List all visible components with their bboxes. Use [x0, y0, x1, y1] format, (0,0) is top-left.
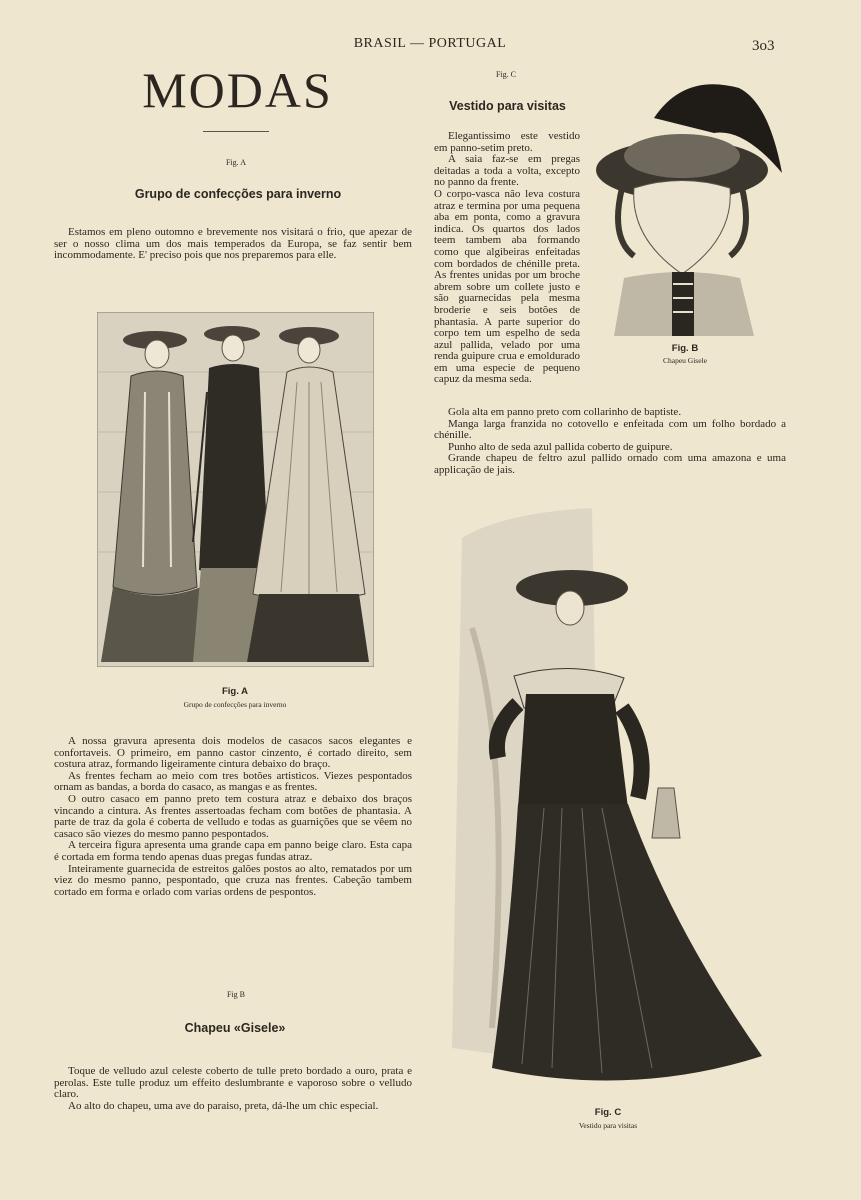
fig-c-engraving — [452, 508, 764, 1098]
fig-c-caption-text: Vestido para visitas — [578, 1121, 638, 1130]
fig-c-body-paragraph: Manga larga franzida no cotovello e enfeitada com um folho bordado a chénille. — [434, 417, 786, 442]
fig-a-engraving — [97, 312, 374, 667]
fig-b-body-paragraph: Ao alto do chapeu, uma ave do paraiso, preta, dá-lhe um chic especial. — [68, 1099, 379, 1112]
fig-a-body-paragraph: O outro casaco em panno preto tem costura atraz e debaixo dos braços vincando a cintura. As frentes assertoadas fecham com botões de phantasia. A parte de traz da gola é coberta de velludo e todas as guarnições que se vêem no casaco são viezes do mesmo panno pespontados. — [54, 792, 412, 840]
fig-a-body-paragraph: Inteiramente guarnecida de estreitos galões postos ao alto, rematados por um viez do mesmo panno, pespontado, que cruza nas frentes. Cabeção tambem cortado em forma e orlado com varias ordens de pespontos. — [54, 862, 412, 898]
fig-c-body-narrow — [434, 131, 580, 386]
fig-a-caption-label: Fig. A — [221, 686, 249, 697]
fig-b-heading: Chapeu «Gisele» — [184, 1021, 286, 1035]
fig-c-tag: Fig. C — [495, 70, 516, 79]
fig-a-body-paragraph: A terceira figura apresenta uma grande capa em panno beige claro. Esta capa é cortada em forma tendo apenas duas pregas fundas atraz. — [54, 839, 412, 863]
running-header: BRASIL — PORTUGAL — [353, 36, 507, 51]
fig-a-intro: Estamos em pleno outomno e brevemente nos visitará o frio, que apezar de ser o nosso clima um dos mais temperados da Europa, se faz sentir bem incommodamente. E' preciso pois que nos preparemos para elle. — [54, 226, 412, 262]
fig-a-caption-text: Grupo de confecções para inverno — [183, 700, 287, 709]
fig-b-body-paragraph: Toque de velludo azul celeste coberto de tulle preto bordado a ouro, prata e perolas. Este tulle produz um effeito deslumbrante e vaporoso sobre o velludo claro. — [54, 1065, 412, 1101]
fig-c-body-wide — [434, 407, 786, 477]
fig-a-body-paragraph: As frentes fecham ao meio com tres botões artisticos. Viezes pespontados ornam as bandas, a borda do casaco, as mangas e as frentes. — [54, 769, 412, 794]
fig-c-body-paragraph: Elegantissimo este vestido em panno-setim preto. — [434, 130, 580, 154]
fig-c-body-paragraph: Punho alto de seda azul pallida coberto de guipure. — [448, 440, 673, 453]
fig-c-body-paragraph: A saia faz-se em pregas deitadas a toda a volta, excepto no panno da frente. — [434, 153, 580, 189]
fig-c-body-paragraph: Gola alta em panno preto com collarinho de baptiste. — [448, 406, 682, 418]
fig-b-body — [54, 1066, 412, 1112]
fig-b-tag: Fig B — [226, 990, 245, 999]
title-rule — [203, 131, 269, 132]
fig-c-caption-label: Fig. C — [594, 1107, 622, 1118]
fig-a-tag: Fig. A — [225, 158, 246, 167]
fig-b-caption-label: Fig. B — [671, 343, 699, 354]
fig-b-engraving — [594, 78, 789, 336]
fig-a-body-paragraph: A nossa gravura apresenta dois modelos de casacos sacos elegantes e confortaveis. O primeiro, em panno castor cinzento, é cortado direito, sem costura atraz, formando ligeiramente cintura debaixo do braço. — [54, 735, 412, 771]
fig-c-body-paragraph: Grande chapeu de feltro azul pallido ornado com uma amazona e uma applicação de jais. — [434, 452, 786, 476]
page-title: MODAS — [142, 62, 333, 118]
fig-c-heading: Vestido para visitas — [449, 99, 566, 113]
fig-a-heading: Grupo de confecções para inverno — [134, 187, 342, 201]
fig-b-caption-text: Chapeu Gisele — [663, 356, 707, 365]
page-number: 3o3 — [752, 38, 775, 54]
fig-c-body-paragraph: O corpo-vasca não leva costura atraz e termina por uma pequena aba em ponta, como a gravura indica. Os quartos dos lados teem tambem aba formando como que algibeiras enfeitadas com bordados de chénille preta. As frentes unidas por um broche abrem sobre um collete justo e são guarnecidas pela mesma broderie e seis botões de phantasia. A parte superior do corpo tem um espelho de seda azul pallida, velado por uma renda guipure crua e emoldurado em uma especie de pequeno capuz da mesma seda. — [434, 187, 580, 386]
fig-a-body — [54, 736, 412, 898]
